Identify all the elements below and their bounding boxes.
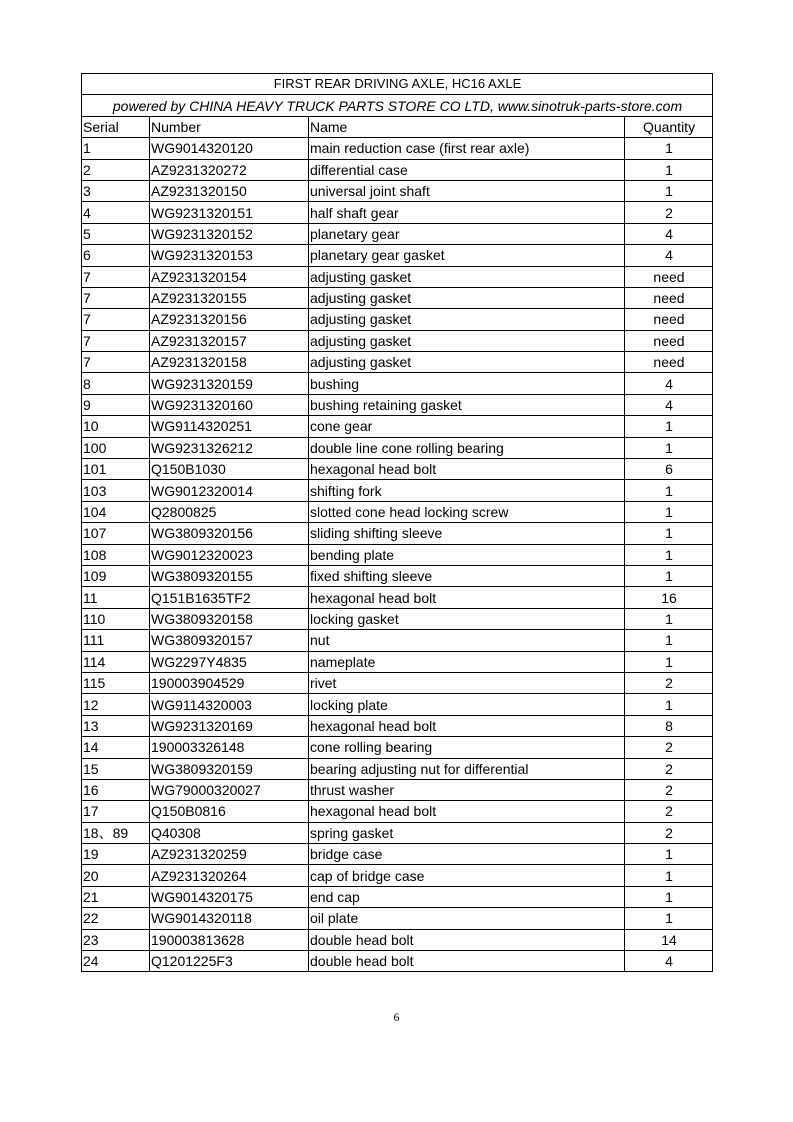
cell-serial: 16 <box>82 779 150 800</box>
cell-number: Q150B1030 <box>150 459 309 480</box>
cell-quantity: 2 <box>625 801 713 822</box>
table-row <box>82 929 713 950</box>
cell-quantity: 1 <box>625 416 713 437</box>
cell-number: WG9231320160 <box>150 394 309 415</box>
cell-number: AZ9231320259 <box>150 844 309 865</box>
cell-serial: 23 <box>82 929 150 950</box>
cell-name: adjusting gasket <box>309 330 625 351</box>
cell-number: 190003326148 <box>150 737 309 758</box>
cell-serial: 14 <box>82 737 150 758</box>
table-row <box>82 330 713 351</box>
cell-quantity: 2 <box>625 822 713 843</box>
table-row <box>82 309 713 330</box>
title-row <box>82 74 713 95</box>
cell-name: shifting fork <box>309 480 625 501</box>
cell-name: cap of bridge case <box>309 865 625 886</box>
cell-name: sliding shifting sleeve <box>309 523 625 544</box>
cell-quantity: 2 <box>625 202 713 223</box>
cell-serial: 7 <box>82 330 150 351</box>
cell-number: WG3809320156 <box>150 523 309 544</box>
cell-serial: 7 <box>82 352 150 373</box>
cell-quantity: 1 <box>625 886 713 907</box>
table-row <box>82 715 713 736</box>
cell-name: hexagonal head bolt <box>309 587 625 608</box>
table-row <box>82 865 713 886</box>
cell-number: Q151B1635TF2 <box>150 587 309 608</box>
cell-name: cone gear <box>309 416 625 437</box>
table-row <box>82 245 713 266</box>
table-row <box>82 480 713 501</box>
cell-number: WG9231320151 <box>150 202 309 223</box>
cell-quantity: 1 <box>625 608 713 629</box>
cell-name: bearing adjusting nut for differential <box>309 758 625 779</box>
cell-name: nut <box>309 630 625 651</box>
cell-name: double head bolt <box>309 929 625 950</box>
cell-name: planetary gear gasket <box>309 245 625 266</box>
table-row <box>82 587 713 608</box>
table-row <box>82 352 713 373</box>
header-quantity: Quantity <box>625 116 713 137</box>
cell-quantity: 1 <box>625 694 713 715</box>
cell-name: double line cone rolling bearing <box>309 437 625 458</box>
table-row <box>82 223 713 244</box>
cell-number: AZ9231320272 <box>150 159 309 180</box>
cell-serial: 114 <box>82 651 150 672</box>
cell-quantity: 1 <box>625 480 713 501</box>
cell-quantity: 4 <box>625 394 713 415</box>
cell-number: 190003813628 <box>150 929 309 950</box>
cell-name: adjusting gasket <box>309 287 625 308</box>
cell-number: WG9014320118 <box>150 908 309 929</box>
cell-name: cone rolling bearing <box>309 737 625 758</box>
cell-number: AZ9231320157 <box>150 330 309 351</box>
parts-body <box>82 138 713 972</box>
cell-quantity: 2 <box>625 672 713 693</box>
cell-number: WG9231326212 <box>150 437 309 458</box>
cell-serial: 19 <box>82 844 150 865</box>
cell-number: AZ9231320150 <box>150 180 309 201</box>
cell-serial: 17 <box>82 801 150 822</box>
table-title: FIRST REAR DRIVING AXLE, HC16 AXLE <box>82 74 713 95</box>
table-row <box>82 180 713 201</box>
cell-serial: 4 <box>82 202 150 223</box>
header-number: Number <box>150 116 309 137</box>
cell-quantity: 4 <box>625 373 713 394</box>
cell-name: end cap <box>309 886 625 907</box>
cell-quantity: 4 <box>625 245 713 266</box>
cell-quantity: need <box>625 352 713 373</box>
table-row <box>82 523 713 544</box>
cell-serial: 100 <box>82 437 150 458</box>
cell-name: oil plate <box>309 908 625 929</box>
cell-quantity: 2 <box>625 779 713 800</box>
table-row <box>82 908 713 929</box>
cell-serial: 12 <box>82 694 150 715</box>
table-row <box>82 266 713 287</box>
cell-number: WG3809320158 <box>150 608 309 629</box>
header-serial: Serial <box>82 116 150 137</box>
cell-quantity: 2 <box>625 758 713 779</box>
table-row <box>82 138 713 159</box>
table-row <box>82 501 713 522</box>
table-row <box>82 951 713 972</box>
table-row <box>82 459 713 480</box>
cell-serial: 7 <box>82 309 150 330</box>
cell-number: AZ9231320264 <box>150 865 309 886</box>
cell-quantity: 1 <box>625 544 713 565</box>
table-row <box>82 287 713 308</box>
cell-quantity: 1 <box>625 523 713 544</box>
header-row <box>82 116 713 137</box>
table-row <box>82 694 713 715</box>
cell-quantity: need <box>625 266 713 287</box>
table-row <box>82 801 713 822</box>
table-row <box>82 159 713 180</box>
cell-number: WG9014320175 <box>150 886 309 907</box>
cell-serial: 8 <box>82 373 150 394</box>
cell-name: locking gasket <box>309 608 625 629</box>
cell-name: universal joint shaft <box>309 180 625 201</box>
cell-name: adjusting gasket <box>309 266 625 287</box>
cell-serial: 13 <box>82 715 150 736</box>
cell-number: WG9231320152 <box>150 223 309 244</box>
cell-name: bushing retaining gasket <box>309 394 625 415</box>
cell-number: WG9012320014 <box>150 480 309 501</box>
cell-serial: 107 <box>82 523 150 544</box>
cell-name: adjusting gasket <box>309 352 625 373</box>
table-row <box>82 737 713 758</box>
cell-quantity: 1 <box>625 138 713 159</box>
table-row <box>82 544 713 565</box>
cell-number: WG9231320159 <box>150 373 309 394</box>
cell-serial: 24 <box>82 951 150 972</box>
table-row <box>82 608 713 629</box>
cell-number: WG3809320157 <box>150 630 309 651</box>
cell-quantity: 1 <box>625 651 713 672</box>
cell-quantity: 6 <box>625 459 713 480</box>
cell-serial: 101 <box>82 459 150 480</box>
cell-serial: 2 <box>82 159 150 180</box>
cell-number: AZ9231320156 <box>150 309 309 330</box>
table-row <box>82 779 713 800</box>
cell-name: hexagonal head bolt <box>309 801 625 822</box>
table-row <box>82 202 713 223</box>
cell-serial: 10 <box>82 416 150 437</box>
cell-number: 190003904529 <box>150 672 309 693</box>
parts-table <box>81 73 713 972</box>
cell-serial: 11 <box>82 587 150 608</box>
cell-serial: 6 <box>82 245 150 266</box>
cell-serial: 110 <box>82 608 150 629</box>
cell-quantity: 8 <box>625 715 713 736</box>
cell-number: AZ9231320158 <box>150 352 309 373</box>
cell-serial: 15 <box>82 758 150 779</box>
cell-number: Q1201225F3 <box>150 951 309 972</box>
table-row <box>82 394 713 415</box>
table-row <box>82 822 713 843</box>
cell-serial: 104 <box>82 501 150 522</box>
cell-quantity: 1 <box>625 159 713 180</box>
cell-serial: 21 <box>82 886 150 907</box>
powered-by-text: powered by CHINA HEAVY TRUCK PARTS STORE CO LTD, www.sinotruk-parts-store.com <box>82 95 713 116</box>
cell-quantity: need <box>625 309 713 330</box>
page-number: 6 <box>393 1010 400 1024</box>
cell-quantity: need <box>625 287 713 308</box>
powered-by-row <box>82 95 713 116</box>
cell-name: double head bolt <box>309 951 625 972</box>
table-row <box>82 886 713 907</box>
cell-quantity: need <box>625 330 713 351</box>
table-row <box>82 844 713 865</box>
cell-serial: 1 <box>82 138 150 159</box>
cell-quantity: 1 <box>625 865 713 886</box>
table-row <box>82 672 713 693</box>
cell-serial: 18、89 <box>82 822 150 843</box>
cell-name: thrust washer <box>309 779 625 800</box>
cell-name: hexagonal head bolt <box>309 459 625 480</box>
cell-quantity: 4 <box>625 223 713 244</box>
cell-serial: 103 <box>82 480 150 501</box>
table-row <box>82 565 713 586</box>
cell-quantity: 1 <box>625 565 713 586</box>
cell-name: rivet <box>309 672 625 693</box>
cell-serial: 9 <box>82 394 150 415</box>
cell-quantity: 1 <box>625 180 713 201</box>
cell-number: Q150B0816 <box>150 801 309 822</box>
cell-name: fixed shifting sleeve <box>309 565 625 586</box>
cell-number: WG9231320153 <box>150 245 309 266</box>
cell-number: WG9012320023 <box>150 544 309 565</box>
cell-number: WG9014320120 <box>150 138 309 159</box>
cell-quantity: 2 <box>625 737 713 758</box>
cell-number: WG3809320155 <box>150 565 309 586</box>
cell-serial: 7 <box>82 266 150 287</box>
cell-quantity: 16 <box>625 587 713 608</box>
cell-number: WG79000320027 <box>150 779 309 800</box>
cell-name: nameplate <box>309 651 625 672</box>
cell-name: main reduction case (first rear axle) <box>309 138 625 159</box>
cell-name: bridge case <box>309 844 625 865</box>
cell-name: differential case <box>309 159 625 180</box>
cell-quantity: 1 <box>625 630 713 651</box>
cell-number: Q40308 <box>150 822 309 843</box>
table-row <box>82 651 713 672</box>
cell-serial: 7 <box>82 287 150 308</box>
cell-name: bushing <box>309 373 625 394</box>
table-row <box>82 416 713 437</box>
cell-serial: 3 <box>82 180 150 201</box>
table-row <box>82 437 713 458</box>
cell-name: half shaft gear <box>309 202 625 223</box>
cell-name: hexagonal head bolt <box>309 715 625 736</box>
table-row <box>82 630 713 651</box>
cell-name: bending plate <box>309 544 625 565</box>
cell-number: AZ9231320154 <box>150 266 309 287</box>
cell-name: slotted cone head locking screw <box>309 501 625 522</box>
cell-serial: 108 <box>82 544 150 565</box>
cell-number: WG3809320159 <box>150 758 309 779</box>
cell-number: WG9231320169 <box>150 715 309 736</box>
cell-quantity: 4 <box>625 951 713 972</box>
cell-name: spring gasket <box>309 822 625 843</box>
cell-serial: 22 <box>82 908 150 929</box>
header-name: Name <box>309 116 625 137</box>
table-row <box>82 758 713 779</box>
cell-quantity: 1 <box>625 501 713 522</box>
cell-serial: 111 <box>82 630 150 651</box>
cell-name: planetary gear <box>309 223 625 244</box>
table-row <box>82 373 713 394</box>
cell-quantity: 1 <box>625 844 713 865</box>
cell-number: WG2297Y4835 <box>150 651 309 672</box>
cell-serial: 20 <box>82 865 150 886</box>
cell-quantity: 1 <box>625 437 713 458</box>
cell-number: Q2800825 <box>150 501 309 522</box>
cell-name: locking plate <box>309 694 625 715</box>
cell-quantity: 1 <box>625 908 713 929</box>
cell-number: WG9114320003 <box>150 694 309 715</box>
cell-number: AZ9231320155 <box>150 287 309 308</box>
cell-serial: 115 <box>82 672 150 693</box>
cell-quantity: 14 <box>625 929 713 950</box>
cell-name: adjusting gasket <box>309 309 625 330</box>
cell-serial: 5 <box>82 223 150 244</box>
cell-number: WG9114320251 <box>150 416 309 437</box>
cell-serial: 109 <box>82 565 150 586</box>
